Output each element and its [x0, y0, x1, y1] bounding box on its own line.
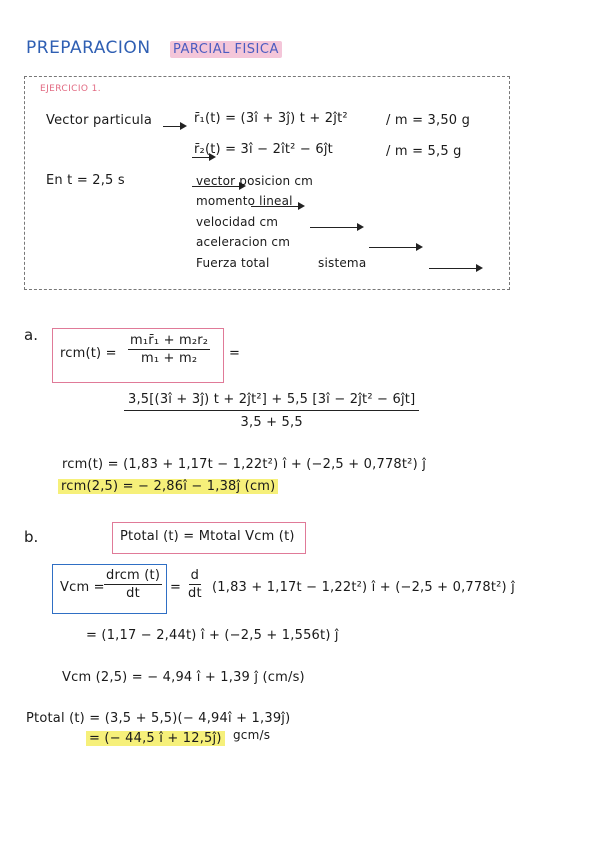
substitution-fraction: [124, 392, 419, 430]
m1-value: / m = 3,50 g: [386, 113, 471, 128]
ptotal-result-highlight: = (− 44,5 î + 12,5ĵ): [86, 731, 225, 746]
equals-sign: =: [229, 346, 241, 361]
r1-expression: r̄₁(t) = (3î + 3ĵ) t + 2ĵt²: [194, 111, 348, 126]
item-momentum: momento lineal: [196, 194, 293, 208]
vector-lead: Vector particula: [46, 113, 152, 128]
item-system: sistema: [318, 256, 367, 270]
m2-value: / m = 5,5 g: [386, 144, 462, 159]
rcm-eval-highlight: rcm(2,5) = − 2,86î − 1,38ĵ (cm): [58, 479, 278, 494]
arrow-icon: [163, 121, 187, 131]
item-velocity: velocidad cm: [196, 215, 279, 229]
item-position: vector posicion cm: [196, 174, 314, 188]
vcm-fraction-num: drcm (t): [106, 568, 161, 583]
item-acceleration: aceleracion cm: [196, 235, 291, 249]
r2-expression: r̄₂(t) = 3î − 2ît² − 6ĵt: [194, 142, 333, 157]
substitution-num: 3,5[(3î + 3ĵ) t + 2ĵt²] + 5,5 [3î − 2ĵt² − 6ĵt]: [124, 392, 419, 411]
ptotal-formula: Ptotal (t) = Mtotal Vcm (t): [120, 529, 295, 544]
rcm-result: rcm(t) = (1,83 + 1,17t − 1,22t²) î + (−2,5 + 0,778t²) ĵ: [62, 457, 427, 472]
d-dt-operator: [188, 568, 202, 601]
d-dt-den: dt: [188, 586, 202, 601]
part-b-label: b.: [24, 528, 39, 546]
equals-sign-b: =: [170, 580, 182, 595]
substitution-den: 3,5 + 5,5: [240, 415, 303, 430]
d-dt-num: d: [190, 568, 200, 583]
rcm-eval: [58, 479, 278, 494]
vcm-result: = (1,17 − 2,44t) î + (−2,5 + 1,556t) ĵ: [86, 628, 339, 643]
cm-fraction: [128, 333, 210, 366]
arrow-icon: [369, 242, 423, 252]
cm-fraction-den: m₁ + m₂: [140, 351, 198, 366]
vcm-eval: Vcm (2,5) = − 4,94 î + 1,39 ĵ (cm/s): [62, 670, 305, 685]
ptotal-result: [86, 728, 271, 746]
cm-fraction-num: m₁r̄₁ + m₂r₂: [130, 333, 209, 348]
page-title: PREPARACION: [26, 38, 151, 58]
vcm-lhs: Vcm =: [60, 580, 105, 595]
arrow-icon: [310, 222, 364, 232]
item-force: Fuerza total: [196, 256, 270, 270]
vcm-expression: (1,83 + 1,17t − 1,22t²) î + (−2,5 + 0,778t²) ĵ: [212, 580, 515, 595]
vcm-fraction: [104, 568, 162, 601]
time-label: En t = 2,5 s: [46, 173, 125, 188]
ptotal-unit: gcm/s: [232, 728, 271, 742]
rcm-lhs: rcm(t) =: [60, 346, 117, 361]
arrow-icon: [429, 263, 483, 273]
exercise-label: EJERCICIO 1.: [40, 84, 102, 94]
page-subtitle: PARCIAL FISICA: [170, 41, 282, 58]
ptotal-line: Ptotal (t) = (3,5 + 5,5)(− 4,94î + 1,39ĵ): [26, 711, 291, 726]
part-a-label: a.: [24, 326, 38, 344]
vcm-fraction-den: dt: [126, 586, 140, 601]
